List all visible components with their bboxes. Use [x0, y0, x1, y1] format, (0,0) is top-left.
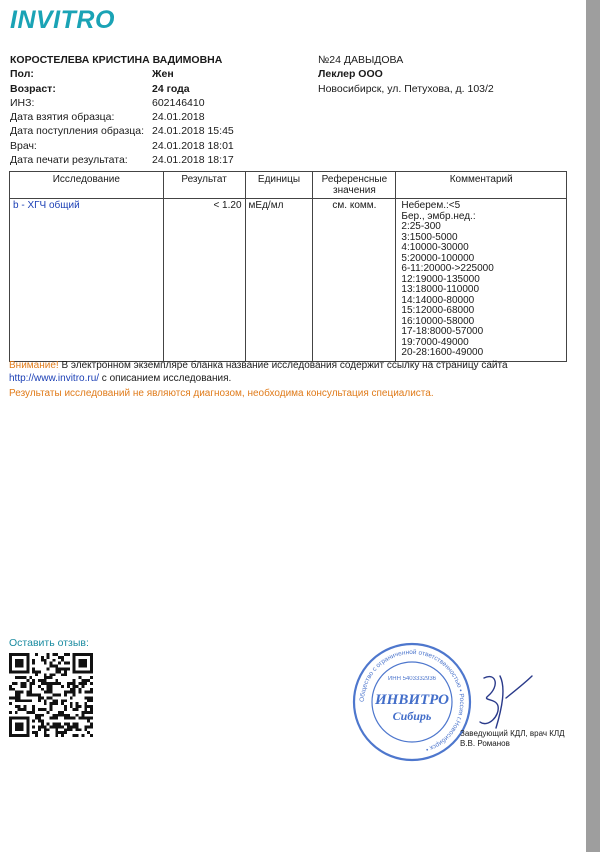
- patient-field-row: [10, 153, 312, 167]
- comment-line: Бер., эмбр.нед.:: [401, 210, 476, 222]
- notice: [9, 360, 569, 385]
- results-table: [9, 171, 567, 362]
- comment-line: 6-11:20000->225000: [401, 263, 494, 274]
- comment-line: 14:14000-80000: [401, 294, 475, 306]
- scrollbar-thumb[interactable]: [586, 0, 600, 852]
- patient-field-label: Дата поступления образца:: [10, 125, 145, 138]
- invitro-logo: INVITRO: [10, 6, 115, 34]
- notice-after-link: с описанием исследования.: [99, 372, 232, 384]
- patient-info: [10, 53, 312, 167]
- clinic-info: [318, 53, 494, 96]
- cell-units: мЕд/мл: [245, 199, 313, 362]
- header-comment: Комментарий: [396, 172, 567, 199]
- patient-field-label: Дата печати результата:: [10, 154, 128, 167]
- cell-result: < 1.20: [163, 199, 245, 362]
- cell-comment: [396, 199, 567, 362]
- patient-field-row: [10, 139, 312, 153]
- header-reference: Референсные значения: [313, 172, 396, 199]
- stamp-inn: ИНН 5403332936: [387, 676, 437, 682]
- notice-warning: Внимание!: [9, 360, 59, 371]
- disclaimer: Результаты исследований не являются диагнозом, необходима консультация специалиста.: [9, 388, 434, 399]
- table-row: [10, 199, 567, 362]
- signature: [466, 668, 536, 734]
- comment-line: 5:20000-100000: [401, 252, 475, 264]
- patient-field-row: [10, 96, 312, 110]
- patient-field-label: ИНЗ:: [10, 96, 35, 109]
- feedback-label[interactable]: Оставить отзыв:: [9, 637, 89, 649]
- test-name-link[interactable]: b - ХГЧ общий: [13, 200, 80, 211]
- organization-stamp: [350, 640, 474, 764]
- signer-title: Заведующий КДЛ, врач КЛД: [460, 729, 565, 738]
- results-header-row: [10, 172, 567, 199]
- stamp-sub-text: Сибирь: [392, 709, 432, 723]
- header-test: Исследование: [10, 172, 164, 199]
- comment-line: 19:7000-49000: [401, 336, 469, 348]
- patient-field-label: Пол:: [10, 68, 34, 81]
- clinic-address: Новосибирск, ул. Петухова, д. 103/2: [318, 82, 494, 95]
- stamp-main-text: ИНВИТРО: [375, 692, 449, 708]
- comment-line: 2:25-300: [401, 221, 441, 232]
- clinic-company: Леклер ООО: [318, 68, 383, 81]
- patient-field-value: 24.01.2018 18:01: [152, 139, 234, 152]
- comment-line: 13:18000-110000: [401, 284, 480, 295]
- patient-field-row: [10, 82, 312, 96]
- patient-field-value: 24.01.2018: [152, 111, 205, 124]
- signer-name: В.В. Романов: [460, 739, 510, 748]
- patient-field-label: Дата взятия образца:: [10, 111, 115, 124]
- comment-line: 4:10000-30000: [401, 242, 469, 253]
- clinic-number: №24 ДАВЫДОВА: [318, 54, 404, 66]
- comment-line: 3:1500-5000: [401, 231, 458, 243]
- patient-field-value: 24 года: [152, 82, 190, 95]
- header-units: Единицы: [245, 172, 313, 199]
- comment-line: 12:19000-135000: [401, 273, 480, 285]
- patient-field-row: [10, 110, 312, 124]
- header-result: Результат: [163, 172, 245, 199]
- patient-field-label: Врач:: [10, 139, 37, 152]
- comment-line: 16:10000-58000: [401, 315, 475, 327]
- patient-field-value: 24.01.2018 15:45: [152, 125, 234, 138]
- feedback-qr-code[interactable]: [9, 653, 93, 737]
- cell-reference: см. комм.: [313, 199, 396, 362]
- patient-field-row: [10, 67, 312, 81]
- patient-field-value: 24.01.2018 18:17: [152, 154, 234, 167]
- invitro-site-link[interactable]: http://www.invitro.ru/: [9, 372, 100, 384]
- patient-field-row: [10, 124, 312, 138]
- patient-fields: [10, 67, 312, 167]
- stamp-ring-text: Общество с ограниченной ответственностью • Россия г.Новосибирск •: [358, 648, 466, 753]
- patient-field-label: Возраст:: [10, 82, 56, 95]
- comment-line: Неберем.:<5: [401, 200, 461, 211]
- patient-field-value: Жен: [152, 68, 174, 81]
- cell-test: [10, 199, 164, 362]
- patient-name: КОРОСТЕЛЕВА КРИСТИНА ВАДИМОВНА: [10, 54, 223, 66]
- signer-block: [460, 729, 565, 749]
- comment-line: 17-18:8000-57000: [401, 326, 484, 337]
- comment-line: 15:12000-68000: [401, 305, 475, 316]
- comment-line: 20-28:1600-49000: [401, 347, 484, 358]
- patient-field-value: 602146410: [152, 96, 205, 109]
- notice-text: В электронном экземпляре бланка название исследования содержит ссылку на страницу сайта: [58, 360, 508, 371]
